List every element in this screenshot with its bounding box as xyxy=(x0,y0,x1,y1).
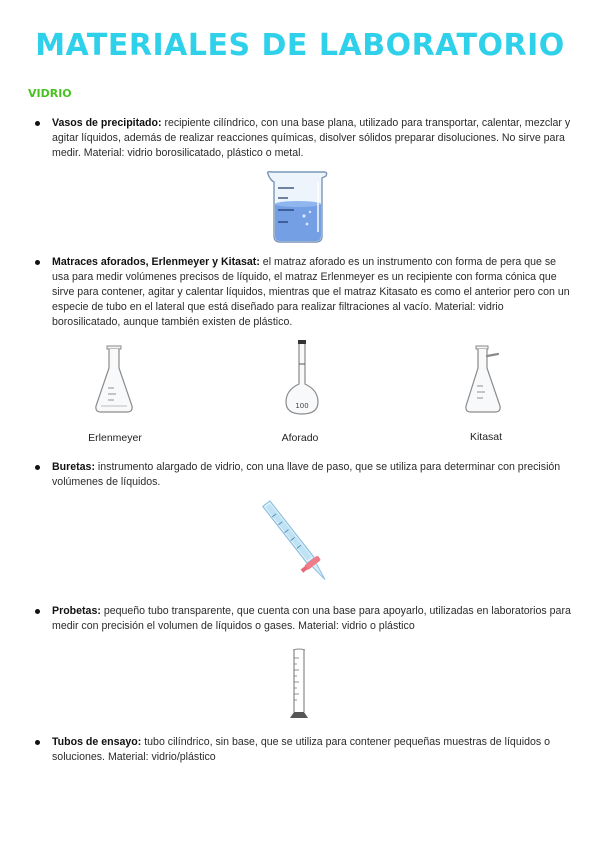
page-title: MATERIALES DE LABORATORIO xyxy=(35,28,565,63)
item-term: Probetas: xyxy=(52,605,101,617)
item-text: tubo cilíndrico, sin base, que se utiliza para contener pequeñas muestras de líquidos o soluciones. Material: vidrio/plástico xyxy=(52,736,550,763)
flask-mark-label: 100 xyxy=(295,402,309,410)
burette-image xyxy=(258,495,338,595)
item-term: Buretas: xyxy=(52,461,95,473)
item-term: Matraces aforados, Erlenmeyer y Kitasat: xyxy=(52,256,260,268)
graduated-cylinder-image xyxy=(287,648,311,720)
item-text: instrumento alargado de vidrio, con una llave de paso, que se utiliza para determinar con precisión volúmenes de líquidos. xyxy=(52,461,561,488)
caption-kitasat: Kitasat xyxy=(469,431,503,443)
list-item-tubos xyxy=(52,735,574,765)
list-item-buretas xyxy=(52,460,574,490)
list-item-matraces xyxy=(52,255,574,330)
volumetric-flask-image xyxy=(282,338,322,418)
item-text: pequeño tubo transparente, que cuenta con una base para apoyarlo, utilizadas en laboratorios para medir con precisión el volumen de líquidos o gases. Material: vidrio o plástico xyxy=(52,605,571,632)
item-text: recipiente cilíndrico, con una base plana, utilizado para transportar, calentar, mezclar y agitar líquidos, además de realizar reacciones químicas, disolver sólidos preparar disoluciones. No sirve para medir. Material: vidrio borosilicatado, plástico o metal. xyxy=(52,117,571,159)
caption-aforado: Aforado xyxy=(281,432,319,444)
beaker-image xyxy=(262,168,334,246)
item-text: el matraz aforado es un instrumento con forma de pera que se usa para medir volúmenes precisos de líquido, el matraz Erlenmeyer es un recipiente con forma cónica que sirve para contener, agitar y calentar líquidos, mientras que el matraz Kitasato es como el anterior pero con un especie de tubo en el lateral que está diseñado para realizar filtraciones al vacío. Material: vidrio borosilicatado, aunque también existen de plástico. xyxy=(52,256,570,328)
list-item-probetas xyxy=(52,604,574,634)
caption-erlenmeyer: Erlenmeyer xyxy=(88,432,142,444)
section-heading-vidrio: VIDRIO xyxy=(28,87,72,100)
list-item-vasos xyxy=(52,116,574,161)
item-term: Vasos de precipitado: xyxy=(52,117,162,129)
erlenmeyer-flask-image xyxy=(92,344,136,416)
kitasato-flask-image xyxy=(462,344,506,416)
item-term: Tubos de ensayo: xyxy=(52,736,142,748)
